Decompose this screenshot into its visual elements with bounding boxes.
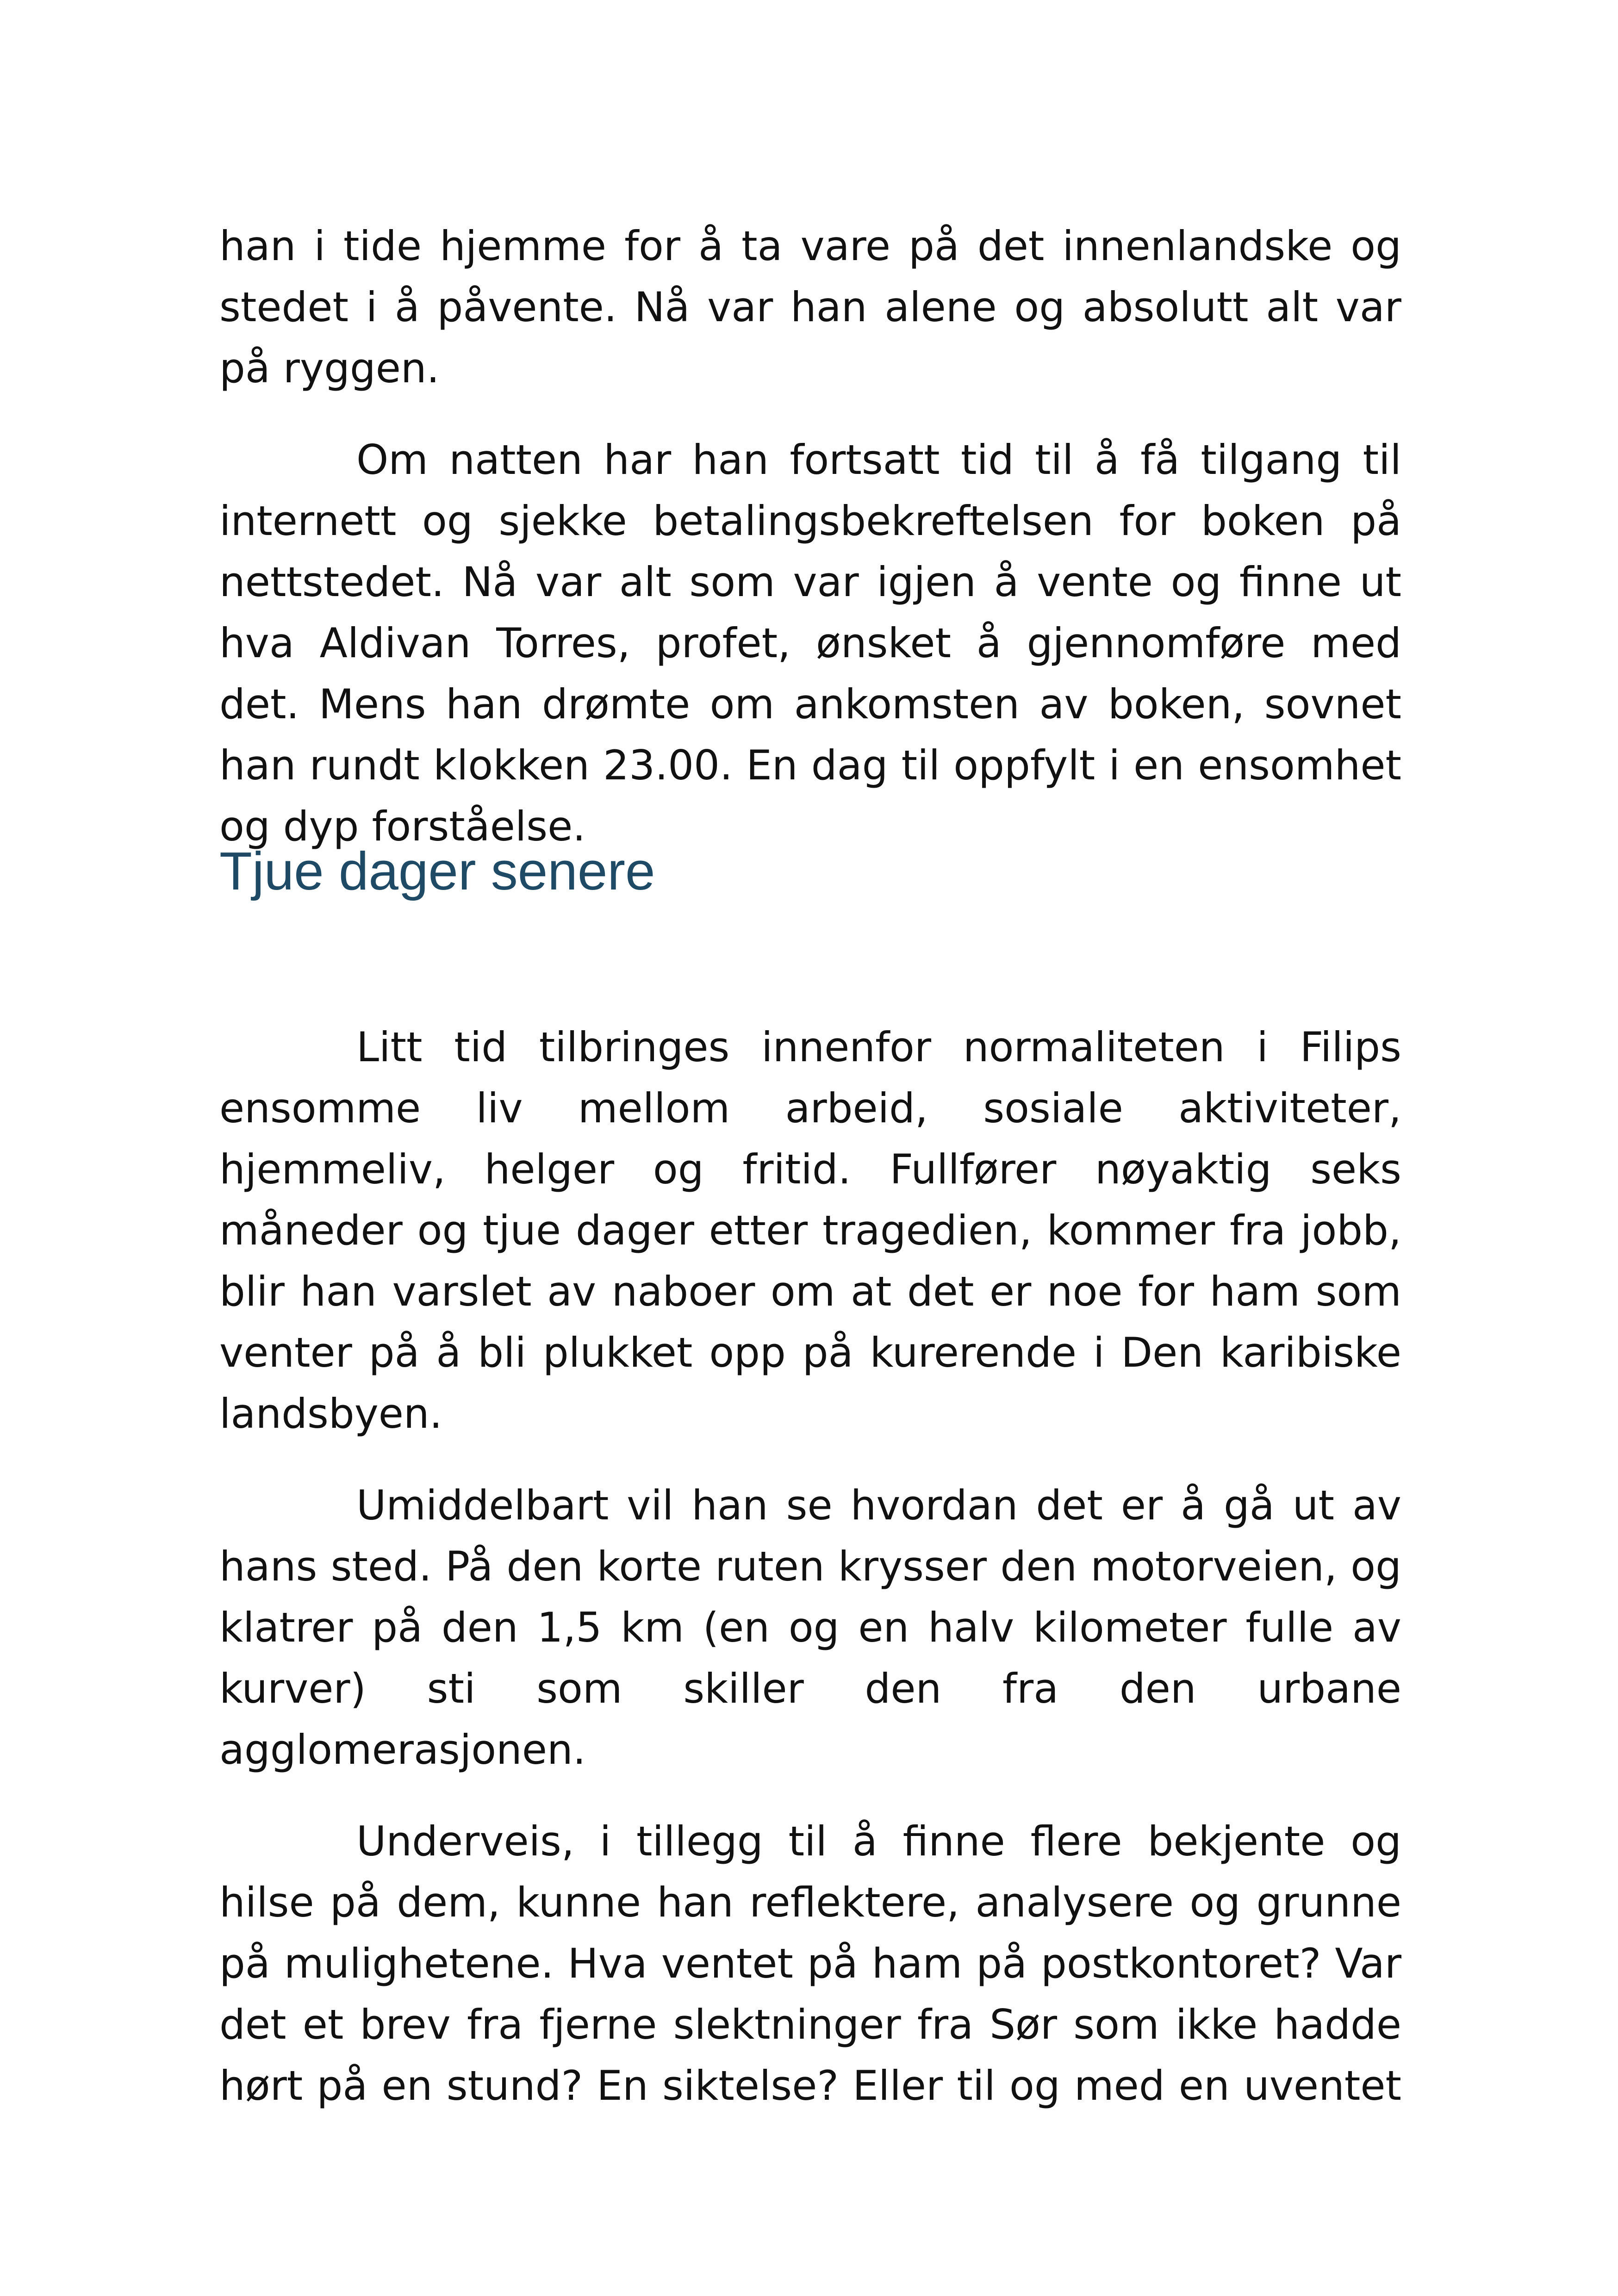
paragraph-underway: Underveis, i tillegg til å finne flere bekjente og hilse på dem, kunne han reflektere, analysere og grunne på mulighetene. Hva ventet på ham på postkontoret? Var det et brev fra fjerne slektninger fra Sør som ikke hadde hørt på en stund? En siktelse? Eller til og med en uventet xyxy=(219,1817,1401,2109)
paragraph-normality: Litt tid tilbringes innenfor normaliteten i Filips ensomme liv mellom arbeid, sosiale aktiviteter, hjemmeliv, helger og fritid. Fullfører nøyaktig seks måneder og tjue dager etter tragedien, kommer fra jobb, blir han varslet av naboer om at det er noe for ham som venter på å bli plukket opp på kurerende i Den karibiske landsbyen. xyxy=(219,1023,1401,1437)
section-heading: Tjue dager senere xyxy=(219,841,655,901)
paragraph-route: Umiddelbart vil han se hvordan det er å gå ut av hans sted. På den korte ruten krysser den motorveien, og klatrer på den 1,5 km (en og en halv kilometer fulle av kurver) sti som skiller den fra den urbane agglomerasjonen. xyxy=(219,1481,1401,1773)
paragraph-continuation: han i tide hjemme for å ta vare på det innenlandske og stedet i å påvente. Nå var han alene og absolutt alt var på ryggen. xyxy=(219,222,1401,392)
text-section-bottom xyxy=(219,1017,1401,2116)
paragraph-night: Om natten har han fortsatt tid til å få tilgang til internett og sjekke betalingsbekreftelsen for boken på nettstedet. Nå var alt som var igjen å vente og finne ut hva Aldivan Torres, profet, ønsket å gjennomføre med det. Mens han drømte om ankomsten av boken, sovnet han rundt klokken 23.00. En dag til oppfylt i en ensomhet og dyp forståelse. xyxy=(219,436,1401,850)
text-section-top xyxy=(219,216,1401,857)
